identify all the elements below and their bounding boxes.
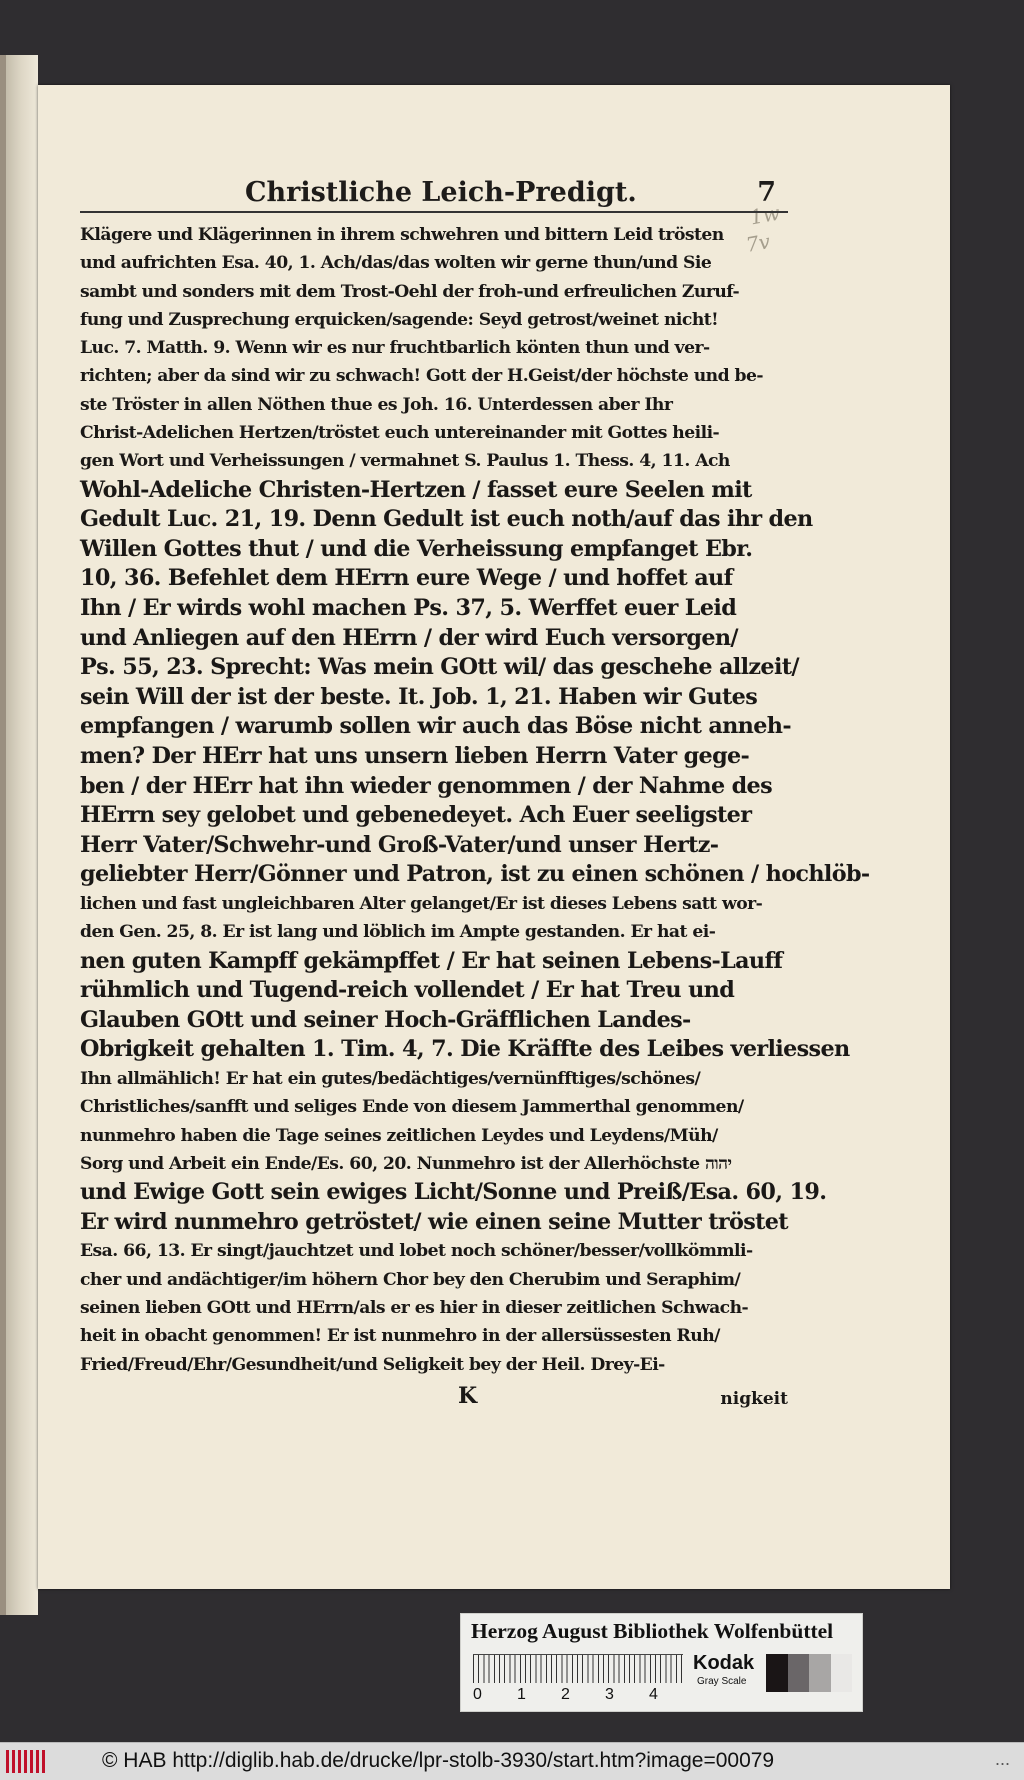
text-line: gen Wort und Verheissungen / vermahnet S. Paulus 1. Thess. 4, 11. Ach (80, 451, 730, 472)
gray-swatch (809, 1654, 831, 1692)
text-line: ben / der HErr hat ihn wieder genommen / der Nahme des (80, 772, 772, 799)
text-line: Fried/Freud/Ehr/Gesundheit/und Seligkeit bey der Heil. Drey-Ei- (80, 1354, 665, 1375)
more-options-icon[interactable]: ... (994, 1749, 1010, 1769)
page-number: 7 (757, 177, 776, 208)
text-line: den Gen. 25, 8. Er ist lang und löblich im Ampte gestanden. Er hat ei- (80, 922, 716, 943)
scale-ruler (473, 1654, 683, 1683)
pencil-annotation: 1w (748, 200, 782, 230)
gray-swatches (766, 1654, 852, 1692)
text-line: Ps. 55, 23. Sprecht: Was mein GOtt wil/ das geschehe allzeit/ (80, 654, 799, 681)
text-line: heit in obacht genommen! Er ist nunmehro in der allersüssesten Ruh/ (80, 1326, 720, 1347)
gray-swatch (831, 1654, 853, 1692)
text-line: Glauben GOtt und seiner Hoch-Gräfflichen Landes- (80, 1006, 691, 1033)
book-spine-shadow (0, 55, 6, 1615)
text-line: empfangen / warumb sollen wir auch das Böse nicht anneh- (80, 713, 791, 740)
text-line: Er wird nunmehro getröstet/ wie einen seine Mutter tröstet (80, 1208, 788, 1235)
gray-swatch (766, 1654, 788, 1692)
library-color-scale-card (460, 1613, 863, 1712)
text-line: Christliches/sanfft und seliges Ende von diesem Jammerthal genommen/ (80, 1097, 744, 1118)
catchword-line (80, 1383, 788, 1413)
text-line: Ihn allmählich! Er hat ein gutes/bedächtiges/vernünfftiges/schönes/ (80, 1068, 701, 1089)
text-line: seinen lieben GOtt und HErrn/als er es hier in dieser zeitlichen Schwach- (80, 1297, 749, 1318)
running-head (80, 171, 788, 213)
gray-scale-label: Gray Scale (697, 1676, 747, 1687)
body-text (80, 221, 870, 1379)
ruler-number: 3 (605, 1686, 614, 1703)
ruler-number: 0 (473, 1686, 482, 1703)
scanned-page (38, 85, 950, 1589)
text-line: Willen Gottes thut / und die Verheissung empfanget Ebr. (80, 535, 753, 562)
text-line: lichen und fast ungleichbaren Alter gelanget/Er ist dieses Lebens satt wor- (80, 893, 763, 914)
text-line: und Ewige Gott sein ewiges Licht/Sonne und Preiß/Esa. 60, 19. (80, 1179, 827, 1206)
text-line: men? Der HErr hat uns unsern lieben Herrn Vater gege- (80, 743, 750, 770)
text-line: geliebter Herr/Gönner und Patron, ist zu einen schönen / hochlöb- (80, 861, 870, 888)
text-line: nen guten Kampff gekämpffet / Er hat seinen Lebens-Lauff (80, 947, 783, 974)
viewer-footer (0, 1742, 1024, 1780)
text-line: richten; aber da sind wir zu schwach! Gott der H.Geist/der höchste und be- (80, 366, 763, 387)
text-line: Klägere und Klägerinnen in ihrem schwehren und bittern Leid trösten (80, 225, 724, 245)
ruler-numbers (473, 1686, 693, 1706)
text-line: fung und Zusprechung erquicken/sagende: Seyd getrost/weinet nicht! (80, 309, 719, 330)
text-line: HErrn sey gelobet und gebenedeyet. Ach Euer seeligster (80, 802, 752, 829)
text-line: Herr Vater/Schwehr-und Groß-Vater/und unser Hertz- (80, 831, 719, 858)
text-line: Esa. 66, 13. Er singt/jauchtzet und lobet noch schöner/besser/vollkömmli- (80, 1241, 753, 1262)
text-line: cher und andächtiger/im höhern Chor bey den Cherubim und Seraphim/ (80, 1269, 741, 1290)
text-line: ste Tröster in allen Nöthen thue es Joh. 16. Unterdessen aber Ihr (80, 394, 673, 415)
ruler-number: 1 (517, 1686, 526, 1703)
text-line: sambt und sonders mit dem Trost-Oehl der froh-und erfreulichen Zuruf- (80, 281, 740, 302)
text-line: nunmehro haben die Tage seines zeitlichen Leydes und Leydens/Müh/ (80, 1125, 718, 1146)
text-line: Christ-Adelichen Hertzen/tröstet euch untereinander mit Gottes heili- (80, 423, 720, 444)
text-block (80, 171, 870, 1413)
kodak-logo: Kodak (693, 1652, 755, 1674)
text-line: 10, 36. Befehlet dem HErrn eure Wege / und hoffet auf (80, 565, 733, 592)
source-url[interactable]: © HAB http://diglib.hab.de/drucke/lpr-stolb-3930/start.htm?image=00079 (102, 1749, 775, 1772)
catchword: nigkeit (720, 1388, 788, 1409)
text-line: Luc. 7. Matth. 9. Wenn wir es nur fruchtbarlich könten thun und ver- (80, 338, 710, 359)
hab-logo-icon[interactable] (6, 1750, 46, 1773)
text-line: Ihn / Er wirds wohl machen Ps. 37, 5. Werffet euer Leid (80, 595, 737, 622)
text-line: Obrigkeit gehalten 1. Tim. 4, 7. Die Kräffte des Leibes verliessen (80, 1036, 850, 1063)
text-line: Wohl-Adeliche Christen-Hertzen / fasset eure Seelen mit (80, 476, 752, 503)
running-head-title: Christliche Leich-Predigt. (245, 177, 637, 208)
ruler-number: 4 (649, 1686, 658, 1703)
pencil-annotation: 7v (744, 229, 772, 257)
text-line: sein Will der ist der beste. It. Job. 1, 21. Haben wir Gutes (80, 683, 758, 710)
library-name: Herzog August Bibliothek Wolfenbüttel (471, 1619, 834, 1643)
text-line: rühmlich und Tugend-reich vollendet / Er hat Treu und (80, 977, 735, 1004)
ruler-number: 2 (561, 1686, 570, 1703)
text-line: Sorg und Arbeit ein Ende/Es. 60, 20. Nunmehro ist der Allerhöchste יהוה (80, 1153, 732, 1174)
gray-swatch (788, 1654, 810, 1692)
text-line: Gedult Luc. 21, 19. Denn Gedult ist euch noth/auf das ihr den (80, 506, 813, 533)
signature-mark: K (458, 1382, 478, 1409)
text-line: und aufrichten Esa. 40, 1. Ach/das/das wolten wir gerne thun/und Sie (80, 253, 712, 274)
text-line: und Anliegen auf den HErrn / der wird Euch versorgen/ (80, 624, 738, 651)
